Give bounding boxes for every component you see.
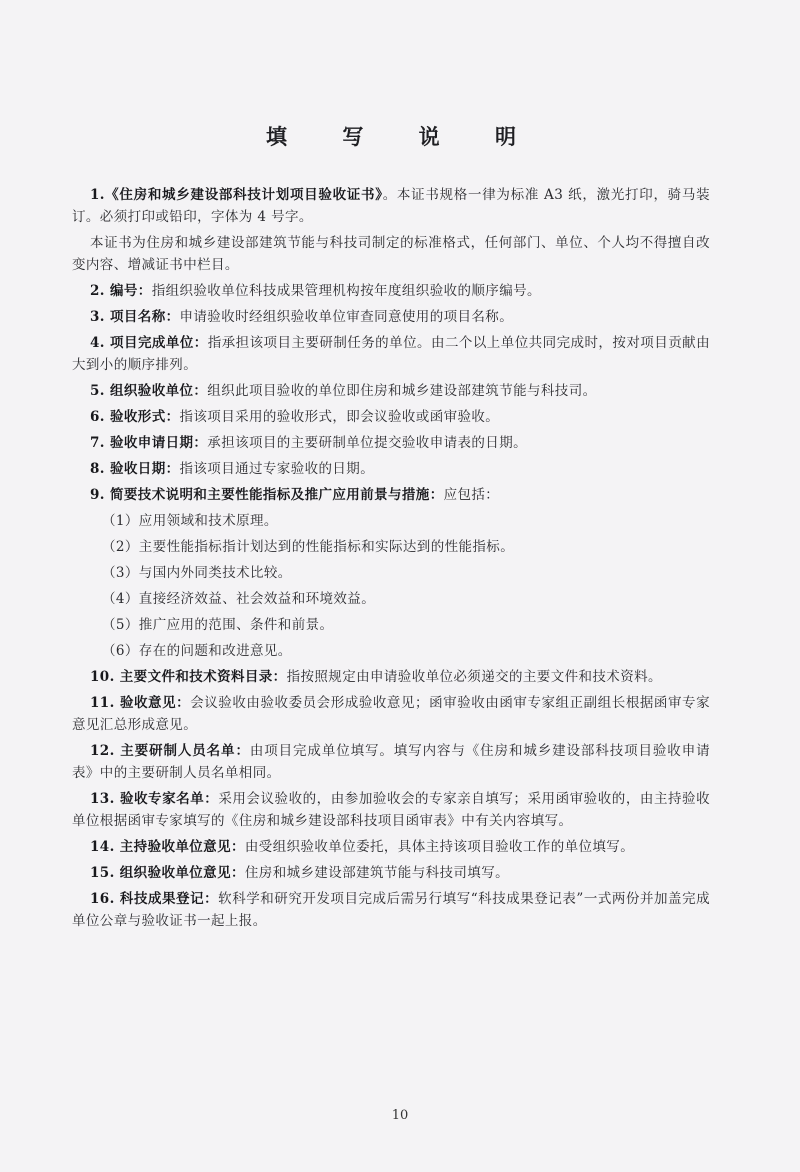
instruction-item (72, 232, 710, 276)
instruction-item (72, 432, 710, 454)
instruction-text: 会议验收由验收委员会形成验收意见；函审验收由函审专家组正副组长根据函审专家意见汇总形成意见。 (72, 695, 710, 733)
instruction-item (72, 184, 710, 228)
instruction-key: 12. 主要研制人员名单： (90, 743, 250, 759)
instruction-subitem (72, 640, 710, 662)
instruction-key: 13. 验收专家名单： (90, 791, 219, 807)
instruction-subitem (72, 562, 710, 584)
instruction-item (72, 888, 710, 932)
instruction-key: 7. 验收申请日期： (90, 435, 208, 451)
instruction-item (72, 692, 710, 736)
instruction-item (72, 280, 710, 302)
instruction-text: （3）与国内外同类技术比较。 (102, 565, 292, 581)
instruction-text: 承担该项目的主要研制单位提交验收申请表的日期。 (207, 435, 527, 451)
instruction-text: 采用会议验收的，由参加验收会的专家亲自填写；采用函审验收的，由主持验收单位根据函审专家填写的《住房和城乡建设部科技项目函审表》中有关内容填写。 (72, 791, 710, 829)
instruction-key: 4. 项目完成单位： (90, 335, 208, 351)
instruction-item (72, 788, 710, 832)
instruction-text: 指按照规定由申请验收单位必须递交的主要文件和技术资料。 (286, 669, 662, 685)
instruction-key: 2. 编号： (90, 283, 152, 299)
instruction-subitem (72, 536, 710, 558)
instruction-item (72, 740, 710, 784)
instruction-text: （1）应用领域和技术原理。 (102, 513, 278, 529)
instruction-item (72, 666, 710, 688)
instruction-item (72, 836, 710, 858)
instruction-text: 组织此项目验收的单位即住房和城乡建设部建筑节能与科技司。 (207, 383, 597, 399)
instruction-text: （2）主要性能指标指计划达到的性能指标和实际达到的性能指标。 (102, 539, 515, 555)
instruction-key: 6. 验收形式： (90, 409, 180, 425)
instruction-text: 住房和城乡建设部建筑节能与科技司填写。 (244, 865, 509, 881)
instruction-key: 15. 组织验收单位意见： (90, 865, 245, 881)
page-title: 填 写 说 明 (266, 124, 540, 149)
instruction-key: 9. 简要技术说明和主要性能指标及推广应用前景与措施： (90, 487, 444, 503)
instructions-body (72, 184, 710, 932)
instruction-item (72, 458, 710, 480)
instruction-item (72, 862, 710, 884)
instruction-text: 本证书为住房和城乡建设部建筑节能与科技司制定的标准格式，任何部门、单位、个人均不得擅自改变内容、增减证书中栏目。 (72, 235, 710, 273)
instruction-text: 软科学和研究开发项目完成后需另行填写“科技成果登记表”一式两份并加盖完成单位公章与验收证书一起上报。 (72, 891, 711, 929)
instruction-text: （4）直接经济效益、社会效益和环境效益。 (102, 591, 376, 607)
instruction-text: 指承担该项目主要研制任务的单位。由二个以上单位共同完成时，按对项目贡献由大到小的顺序排列。 (72, 335, 711, 373)
instruction-text: （5）推广应用的范围、条件和前景。 (102, 617, 334, 633)
instruction-subitem (72, 510, 710, 532)
instruction-text: 指组织验收单位科技成果管理机构按年度组织验收的顺序编号。 (151, 283, 541, 299)
instruction-text: 应包括： (443, 487, 500, 503)
instruction-key: 14. 主持验收单位意见： (90, 839, 245, 855)
instruction-key: 5. 组织验收单位： (90, 383, 208, 399)
instruction-item (72, 332, 710, 376)
instruction-text: 指该项目采用的验收形式，即会议验收或函审验收。 (179, 409, 500, 425)
instruction-text: 由受组织验收单位委托，具体主持该项目验收工作的单位填写。 (244, 839, 635, 855)
instruction-text: 申请验收时经组织验收单位审查同意使用的项目名称。 (179, 309, 514, 325)
instruction-text: 。本证书规格一律为标准 A3 纸，激光打印，骑马装订。必须打印或铅印，字体为 4 号字。 (72, 187, 710, 225)
instruction-key: 16. 科技成果登记： (90, 891, 219, 907)
instruction-item (72, 306, 710, 328)
page-number: 10 (391, 1108, 409, 1123)
instruction-subitem (72, 614, 710, 636)
instruction-text: 指该项目通过专家验收的日期。 (179, 461, 375, 477)
instruction-subitem (72, 588, 710, 610)
instruction-text: （6）存在的问题和改进意见。 (102, 643, 292, 659)
instruction-item (72, 406, 710, 428)
instruction-key: 3. 项目名称： (90, 309, 180, 325)
instruction-item (72, 380, 710, 402)
instruction-key: 8. 验收日期： (90, 461, 180, 477)
instruction-key: 1.《住房和城乡建设部科技计划项目验收证书》 (90, 187, 383, 203)
instruction-key: 10. 主要文件和技术资料目录： (90, 669, 287, 685)
instruction-text: 由项目完成单位填写。填写内容与《住房和城乡建设部科技项目验收申请表》中的主要研制人员名单相同。 (72, 743, 710, 781)
instruction-item (72, 484, 710, 506)
instruction-key: 11. 验收意见： (90, 695, 191, 711)
